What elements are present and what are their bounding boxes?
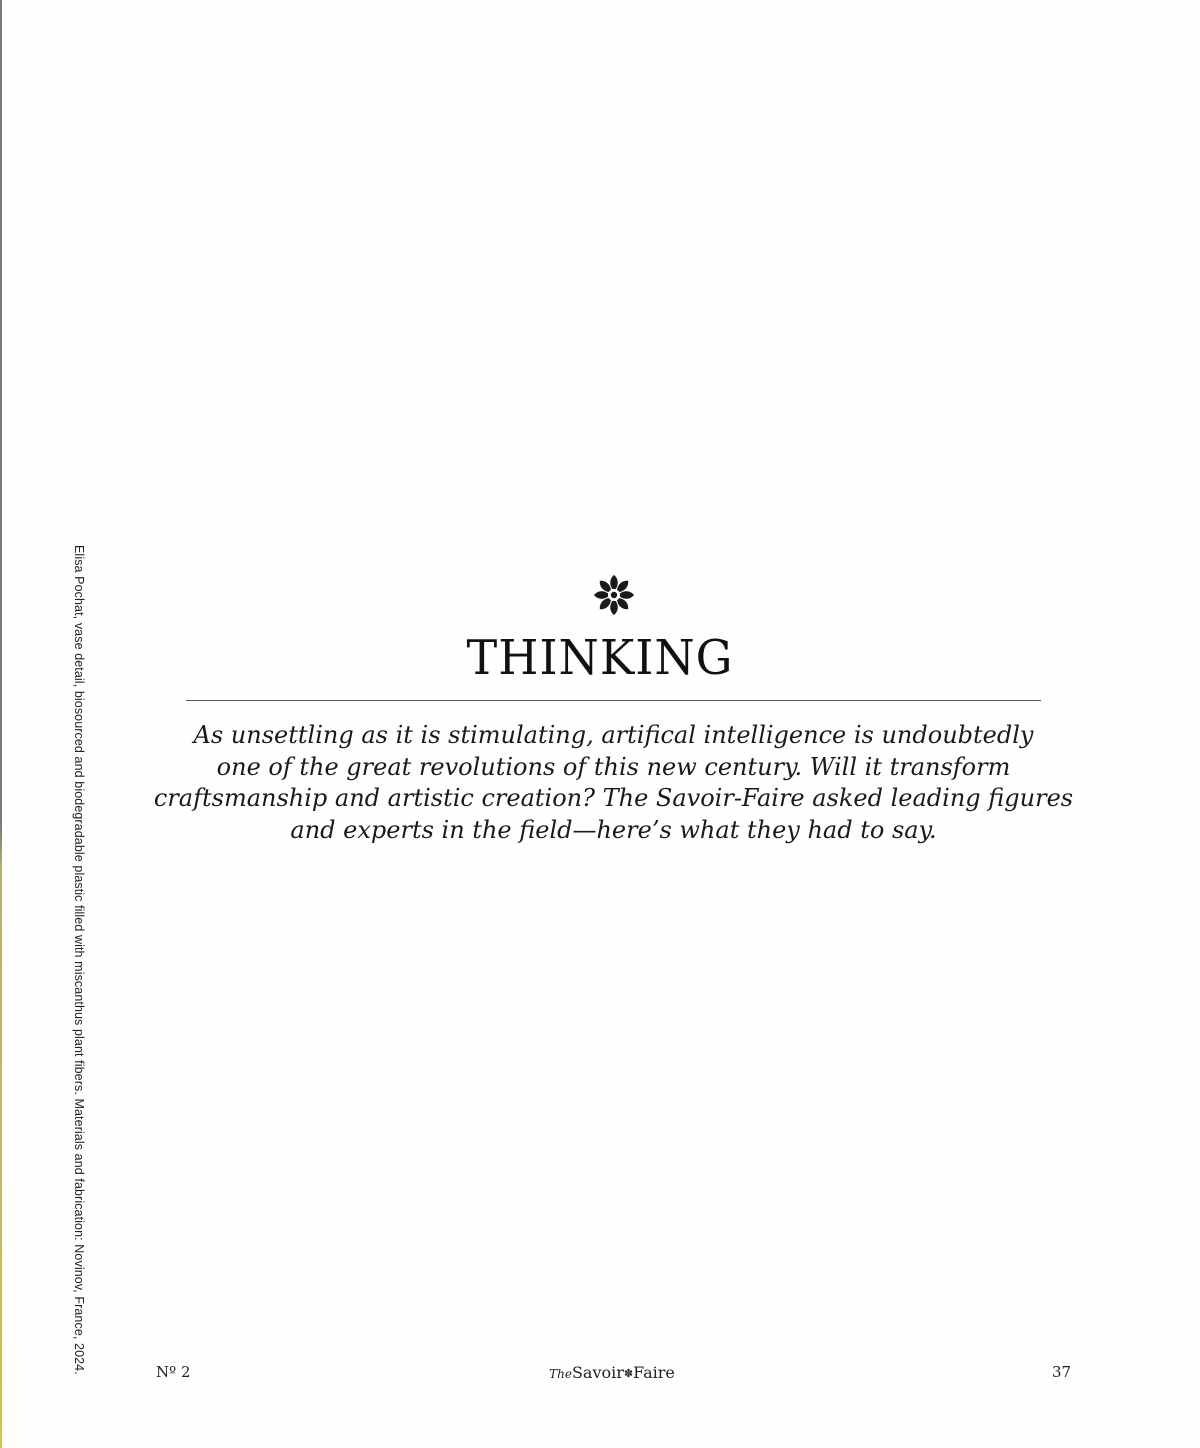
masthead-faire: Faire	[633, 1363, 675, 1382]
issue-number: Nº 2	[156, 1363, 191, 1381]
masthead-savoir: Savoir	[571, 1363, 624, 1382]
flower-ornament-icon	[593, 574, 635, 616]
masthead-logo	[0, 1363, 1200, 1382]
photo-credit-caption: Elisa Pochat, vase detail, biosourced and biodegradable plastic filled with miscanthus plant fibers. Materials and fabrication: Novinov, France, 2024.	[72, 545, 86, 1375]
standfirst-line: craftsmanship and artistic creation? The Savoir-Faire asked leading figures	[153, 784, 1074, 812]
masthead-flower-icon: ✽	[623, 1367, 634, 1380]
page-number: 37	[1052, 1363, 1072, 1381]
section-title: THINKING	[466, 630, 734, 686]
title-divider	[186, 700, 1041, 701]
page-edge-strip	[0, 0, 2, 1448]
standfirst-line: one of the great revolutions of this new century. Will it transform	[216, 752, 1011, 781]
masthead-the: The	[549, 1367, 572, 1381]
standfirst-line: and experts in the field—here’s what they had to say.	[290, 815, 937, 844]
standfirst-paragraph	[150, 720, 1077, 846]
standfirst-line: As unsettling as it is stimulating, artifical intelligence is undoubtedly	[193, 721, 1034, 749]
